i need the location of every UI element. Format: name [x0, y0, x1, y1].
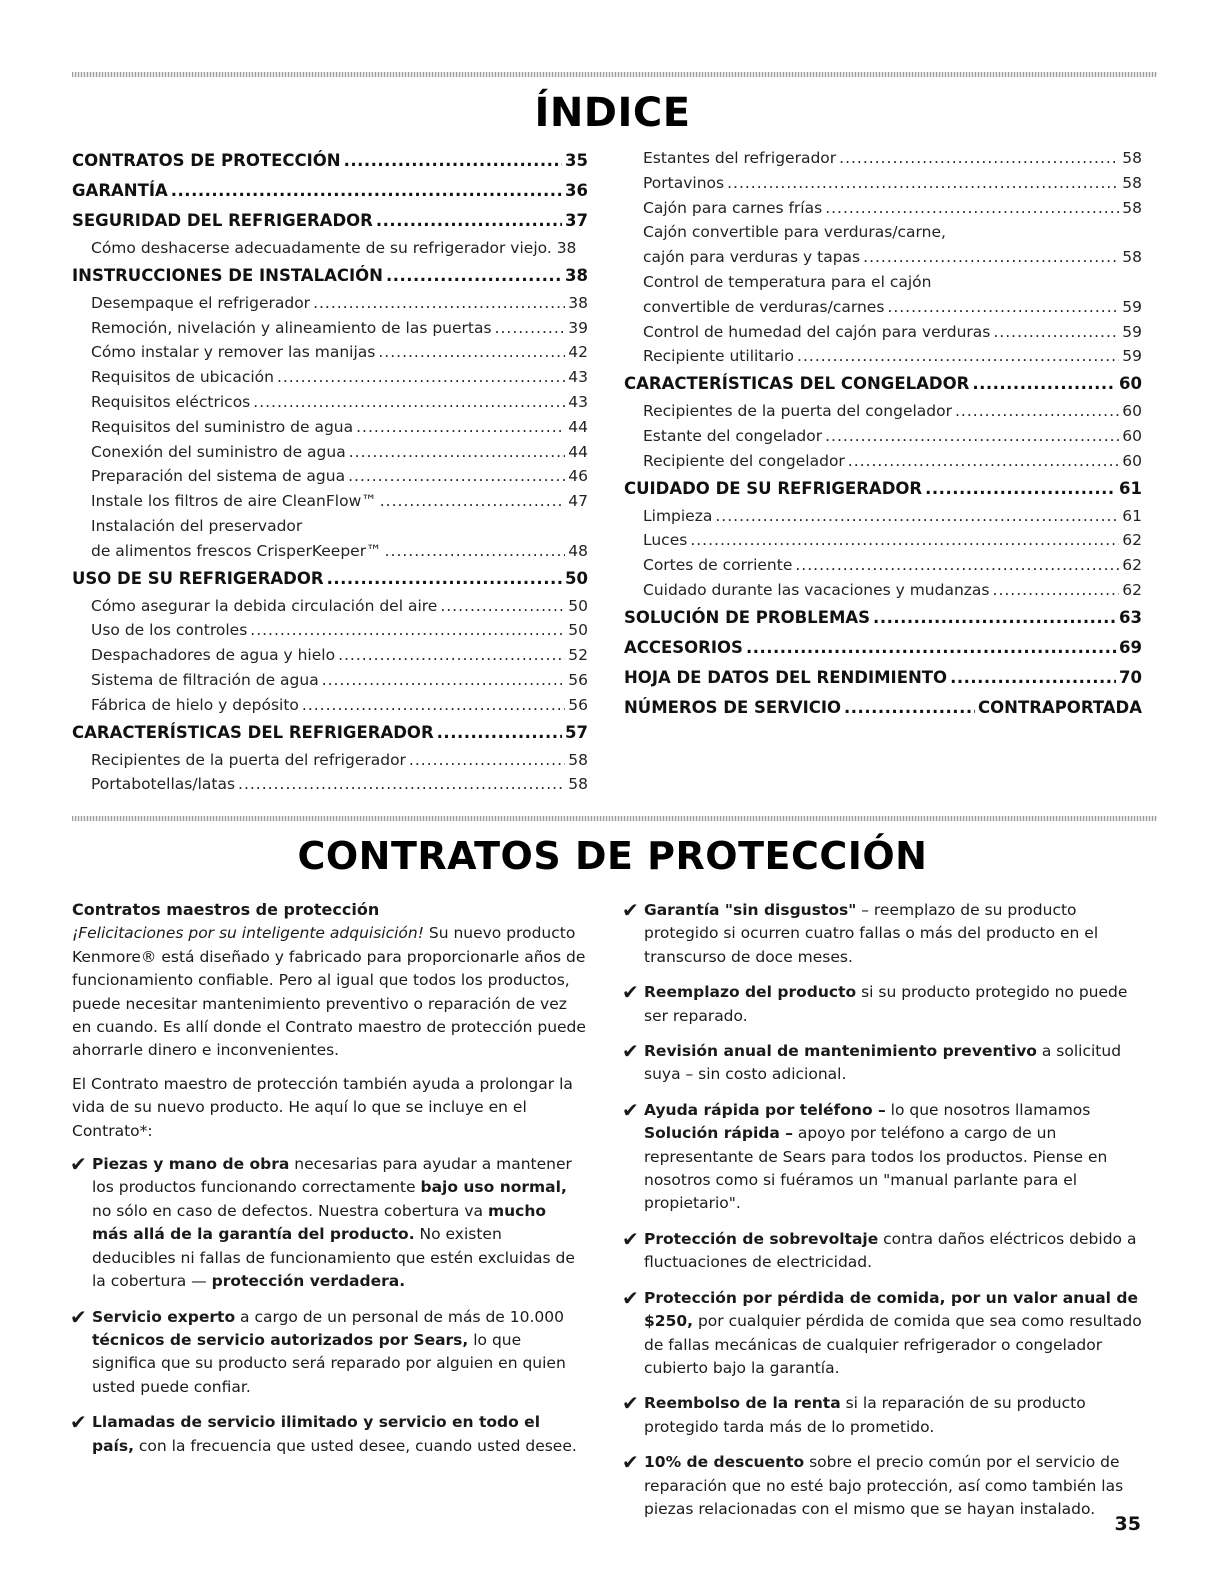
toc-entry — [72, 514, 588, 539]
checkmark-icon: ✔ — [622, 1450, 639, 1475]
toc-leader-dots — [495, 316, 566, 341]
toc-entry — [624, 196, 1142, 221]
toc-entry — [624, 633, 1142, 663]
toc-entry-label: CONTRATOS DE PROTECCIÓN — [72, 151, 341, 170]
intro-italic: ¡Felicitaciones por su inteligente adquisición! — [72, 924, 424, 943]
benefit-highlight: Ayuda rápida por teléfono – — [644, 1100, 886, 1119]
toc-entry-page: 37 — [565, 211, 588, 230]
contracts-title: CONTRATOS DE PROTECCIÓN — [297, 834, 928, 878]
toc-leader-dots — [690, 528, 1119, 553]
toc-entry — [624, 245, 1142, 270]
toc-leader-dots — [322, 668, 566, 693]
toc-leader-dots — [993, 320, 1119, 345]
toc-entry-label: Preparación del sistema de agua — [91, 467, 346, 486]
left-bullet-list — [72, 1153, 586, 1458]
toc-entry-label: Recipiente del congelador — [643, 451, 845, 470]
toc-leader-dots — [344, 146, 562, 176]
toc-entry — [72, 772, 588, 797]
benefit-highlight: Servicio experto — [92, 1307, 236, 1326]
toc-entry-label: Cuidado durante las vacaciones y mudanzas — [643, 580, 990, 599]
toc-entry-page: 58 — [1122, 248, 1142, 267]
page-number: 35 — [1114, 1513, 1141, 1535]
toc-entry — [624, 146, 1142, 171]
contracts-right-column — [624, 899, 1142, 1533]
benefit-text: si la reparación de su producto protegido tarda más de lo prometido. — [644, 1394, 1086, 1436]
toc-entry-label: Recipiente utilitario — [643, 347, 795, 366]
toc-entry-page: 56 — [568, 670, 588, 689]
benefit-text: a cargo de un personal de más de 10.000 — [235, 1307, 565, 1326]
toc-entry-label: Recipientes de la puerta del refrigerador — [91, 750, 406, 769]
contracts-left-column — [72, 898, 586, 1470]
checkmark-icon: ✔ — [622, 1226, 639, 1251]
toc-entry-page: 43 — [568, 392, 588, 411]
benefit-item — [624, 981, 1142, 1028]
toc-entry-label: Control de humedad del cajón para verduras — [643, 322, 991, 341]
toc-entry-page: 58 — [1122, 149, 1142, 167]
toc-entry-label: INSTRUCCIONES DE INSTALACIÓN — [72, 265, 383, 285]
toc-leader-dots — [848, 449, 1119, 474]
toc-leader-dots — [380, 489, 566, 514]
benefit-text: – reemplazo de su producto protegido si ocurren cuatro fallas o más del producto en el transcurso de doce meses. — [644, 901, 1099, 966]
benefit-item — [624, 1099, 1142, 1216]
benefit-highlight: protección verdadera. — [211, 1272, 406, 1291]
checkmark-icon: ✔ — [622, 1039, 639, 1064]
toc-entry-label: convertible de verduras/carnes — [643, 297, 885, 316]
toc-entry-page: 47 — [568, 492, 588, 511]
toc-entry-label: ACCESORIOS — [624, 637, 743, 657]
toc-leader-dots — [440, 594, 565, 619]
benefit-item — [72, 1306, 586, 1400]
toc-entry-page: 58 — [568, 775, 588, 794]
toc-entry-page: 59 — [1122, 347, 1142, 366]
toc-entry-label: Cómo asegurar la debida circulación del aire — [91, 596, 438, 615]
toc-leader-dots — [950, 663, 1116, 693]
toc-entry-page: 39 — [568, 318, 588, 337]
toc-entry-label: cajón para verduras y tapas — [643, 248, 861, 267]
intro-rest: Su nuevo producto Kenmore® está diseñado y fabricado para proporcionarle años de funcionamiento confiable. Pero al igual que todos los productos, puede necesitar mantenimiento preventivo o reparación de vez en cuando. Es allí donde el Contrato maestro de protección puede ahorrarle dinero e inconvenientes. — [72, 924, 586, 1060]
toc-leader-dots — [887, 295, 1119, 320]
toc-entry — [72, 643, 588, 668]
toc-leader-dots — [797, 344, 1119, 369]
toc-entry — [624, 449, 1142, 474]
toc-entry — [72, 291, 588, 316]
toc-entry-page: 59 — [1122, 322, 1142, 341]
toc-entry — [72, 236, 588, 261]
toc-entry-page: 62 — [1122, 531, 1142, 550]
toc-leader-dots — [844, 693, 975, 723]
index-title: ÍNDICE — [534, 90, 691, 136]
benefit-text: a solicitud suya – sin costo adicional. — [644, 1042, 1122, 1084]
toc-entry-page: 60 — [1122, 426, 1142, 445]
toc-entry — [624, 344, 1142, 369]
toc-entry — [624, 693, 1142, 723]
toc-entry — [624, 603, 1142, 633]
contracts-subhead: Contratos maestros de protección — [72, 900, 380, 919]
toc-entry-page: 44 — [568, 417, 588, 436]
benefit-highlight: Garantía "sin disgustos" — [644, 901, 857, 919]
toc-entry-page: 56 — [568, 695, 588, 714]
toc-entry — [72, 390, 588, 415]
toc-entry-label: Estante del congelador — [643, 426, 823, 445]
toc-leader-dots — [349, 440, 566, 465]
toc-entry — [624, 220, 1142, 245]
toc-entry-label: SOLUCIÓN DE PROBLEMAS — [624, 607, 871, 627]
benefit-highlight: Revisión anual de mantenimiento preventivo — [644, 1042, 1037, 1061]
toc-leader-dots — [378, 340, 565, 365]
benefit-item — [624, 1392, 1142, 1439]
benefit-text: sobre el precio común por el servicio de reparación que no esté bajo protección, así como también las piezas relacionadas con el mismo que se hayan instalado. — [644, 1453, 1124, 1518]
toc-entry — [624, 553, 1142, 578]
toc-entry-label: Requisitos del suministro de agua — [91, 417, 354, 436]
benefit-highlight: Solución rápida – — [644, 1124, 793, 1143]
benefit-text: lo que nosotros llamamos — [885, 1100, 1091, 1119]
toc-entry — [624, 474, 1142, 504]
toc-leader-dots — [863, 245, 1119, 270]
toc-entry — [72, 146, 588, 176]
toc-entry-label: CUIDADO DE SU REFRIGERADOR — [624, 478, 923, 498]
benefit-item — [624, 1451, 1142, 1521]
checkmark-icon: ✔ — [622, 1391, 639, 1416]
toc-leader-dots — [277, 365, 565, 390]
toc-leader-dots — [727, 171, 1119, 196]
toc-entry-page: 59 — [1122, 297, 1142, 316]
toc-entry-page: 38 — [568, 293, 588, 312]
toc-entry-page: 58 — [1122, 173, 1142, 192]
toc-entry — [624, 171, 1142, 196]
benefit-text: con la frecuencia que usted desee, cuando usted desee. — [133, 1436, 577, 1455]
toc-entry-page: 43 — [568, 368, 588, 387]
toc-entry — [72, 718, 588, 748]
benefit-highlight: mucho más allá de la garantía del producto. — [92, 1201, 547, 1244]
toc-entry-page: 60 — [1119, 374, 1142, 394]
checkmark-icon: ✔ — [70, 1152, 87, 1177]
benefit-highlight: Piezas y mano de obra — [92, 1155, 290, 1174]
toc-leader-dots — [825, 424, 1119, 449]
toc-leader-dots — [313, 291, 565, 316]
toc-leader-dots — [386, 261, 562, 291]
toc-entry — [624, 320, 1142, 345]
toc-entry-page: 42 — [568, 343, 588, 362]
toc-leader-dots — [238, 772, 565, 797]
benefit-highlight: Reemplazo del producto — [644, 983, 857, 1002]
toc-entry — [72, 693, 588, 718]
toc-entry-label: SEGURIDAD DEL REFRIGERADOR — [72, 211, 373, 230]
toc-entry-label: Estantes del refrigerador — [643, 149, 837, 167]
toc-entry — [624, 528, 1142, 553]
toc-entry-label: Cómo instalar y remover las manijas — [91, 343, 376, 362]
toc-entry-label: Desempaque el refrigerador — [91, 293, 311, 312]
toc-leader-dots — [327, 564, 562, 594]
toc-entry-label: Cortes de corriente — [643, 556, 793, 575]
index-right-column — [624, 146, 1142, 723]
benefit-text: contra daños eléctricos debido a fluctuaciones de electricidad. — [644, 1229, 1137, 1272]
toc-entry-label: Instale los filtros de aire CleanFlow™ — [91, 492, 377, 511]
benefit-item — [624, 899, 1142, 969]
toc-entry-label: NÚMEROS DE SERVICIO — [624, 697, 842, 717]
toc-entry-label: USO DE SU REFRIGERADOR — [72, 568, 324, 588]
benefit-highlight: técnicos de servicio autorizados por Sears, — [92, 1330, 469, 1349]
toc-entry-label: Cómo deshacerse adecuadamente de su refrigerador viejo. 38 — [91, 239, 577, 257]
checkmark-icon: ✔ — [70, 1410, 87, 1435]
toc-entry — [624, 270, 1142, 295]
toc-entry — [72, 748, 588, 773]
toc-leader-dots — [972, 369, 1116, 399]
toc-entry — [72, 539, 588, 564]
toc-leader-dots — [302, 693, 565, 718]
toc-entry-label: Limpieza — [643, 506, 713, 525]
toc-entry-page: 58 — [568, 750, 588, 769]
toc-entry-page: 48 — [568, 541, 588, 560]
toc-leader-dots — [376, 206, 562, 236]
toc-leader-dots — [356, 415, 565, 440]
toc-entry-label: CARACTERÍSTICAS DEL CONGELADOR — [624, 374, 970, 394]
toc-entry-label: Luces — [643, 531, 688, 550]
index-left-column — [72, 146, 588, 797]
benefit-text: No existen deducibles ni fallas de funcionamiento que estén excluidas de la cobertura — — [92, 1225, 575, 1291]
benefit-text: necesarias para ayudar a mantener los productos funcionando correctamente — [92, 1155, 572, 1197]
toc-leader-dots — [253, 390, 565, 415]
benefit-item — [624, 1228, 1142, 1275]
benefit-item — [624, 1287, 1142, 1381]
toc-entry-label: Sistema de filtración de agua — [91, 670, 319, 689]
toc-entry — [624, 578, 1142, 603]
checkmark-icon: ✔ — [622, 1285, 639, 1310]
toc-entry — [72, 316, 588, 341]
paragraph-2: El Contrato maestro de protección también ayuda a prolongar la vida de su nuevo producto. He aquí lo que se incluye en el Contrato*: — [72, 1074, 573, 1140]
toc-entry-label: Cajón convertible para verduras/carne, — [643, 223, 946, 242]
top-divider — [72, 72, 1157, 77]
checkmark-icon: ✔ — [70, 1304, 87, 1329]
toc-entry — [624, 424, 1142, 449]
toc-leader-dots — [746, 633, 1116, 663]
toc-entry-page: 60 — [1122, 451, 1142, 470]
toc-entry-page: 61 — [1122, 506, 1142, 525]
toc-entry-label: Despachadores de agua y hielo — [91, 646, 336, 665]
toc-entry-page: 62 — [1122, 556, 1142, 575]
toc-leader-dots — [715, 504, 1119, 529]
toc-entry-page: 36 — [565, 181, 588, 200]
toc-entry — [72, 668, 588, 693]
toc-entry-label: CARACTERÍSTICAS DEL REFRIGERADOR — [72, 722, 434, 742]
toc-entry — [72, 594, 588, 619]
toc-entry-page: 44 — [568, 442, 588, 461]
toc-entry-label: Instalación del preservador — [91, 516, 303, 535]
toc-leader-dots — [338, 643, 565, 668]
benefit-text: apoyo por teléfono a cargo de un representante de Sears para todos los productos. Piense en nosotros como si fuéramos un "manual parlante para el propietario". — [644, 1124, 1108, 1213]
middle-divider — [72, 816, 1157, 821]
toc-entry-label: Recipientes de la puerta del congelador — [643, 402, 952, 421]
benefit-text: lo que significa que su producto será reparado por alguien en quien usted puede confiar. — [92, 1330, 566, 1396]
toc-entry-page: 69 — [1119, 637, 1142, 657]
toc-leader-dots — [795, 553, 1119, 578]
benefit-item — [624, 1040, 1142, 1087]
toc-entry-page: 46 — [568, 467, 588, 486]
checkmark-icon: ✔ — [622, 1097, 639, 1122]
toc-entry-page: 60 — [1122, 402, 1142, 421]
toc-entry — [624, 369, 1142, 399]
toc-entry — [72, 415, 588, 440]
toc-entry — [72, 464, 588, 489]
benefit-text: si su producto protegido no puede ser reparado. — [644, 983, 1128, 1025]
toc-entry-label: Portavinos — [643, 173, 725, 192]
toc-entry — [72, 618, 588, 643]
benefit-highlight: Llamadas de servicio ilimitado y servicio en todo el país, — [92, 1413, 541, 1455]
toc-entry-label: Portabotellas/latas — [91, 775, 236, 794]
toc-entry-page: 35 — [565, 151, 588, 170]
toc-entry — [624, 399, 1142, 424]
toc-entry-label: Uso de los controles — [91, 621, 248, 640]
toc-leader-dots — [955, 399, 1119, 424]
toc-entry-label: Control de temperatura para el cajón — [643, 272, 932, 291]
checkmark-icon: ✔ — [622, 980, 639, 1005]
toc-entry-page: 62 — [1122, 580, 1142, 599]
toc-leader-dots — [839, 146, 1119, 171]
benefit-item — [72, 1153, 586, 1293]
toc-entry — [72, 365, 588, 390]
benefit-text: no sólo en caso de defectos. Nuestra cobertura va — [92, 1201, 488, 1220]
benefit-highlight: 10% de descuento — [644, 1453, 805, 1472]
toc-leader-dots — [993, 578, 1120, 603]
toc-entry-label: Conexión del suministro de agua — [91, 442, 346, 461]
right-bullet-list — [624, 899, 1142, 1521]
toc-entry-label: Remoción, nivelación y alineamiento de las puertas — [91, 318, 492, 337]
intro-paragraph — [72, 922, 586, 1062]
toc-entry-page: 61 — [1119, 478, 1142, 498]
toc-entry-label: Requisitos eléctricos — [91, 392, 251, 411]
toc-entry-page: 57 — [565, 722, 588, 742]
toc-entry — [72, 206, 588, 236]
toc-entry-page: 38 — [565, 265, 588, 285]
toc-leader-dots — [171, 176, 562, 206]
toc-entry-label: de alimentos frescos CrisperKeeper™ — [91, 541, 382, 560]
toc-entry-page: 50 — [568, 621, 588, 640]
toc-entry-page: CONTRAPORTADA — [978, 697, 1142, 717]
toc-entry-label: Fábrica de hielo y depósito — [91, 695, 299, 714]
toc-entry — [72, 564, 588, 594]
toc-leader-dots — [925, 474, 1116, 504]
toc-leader-dots — [437, 718, 562, 748]
benefit-text: por cualquier pérdida de comida que sea como resultado de fallas mecánicas de cualquier refrigerador o congelador cubierto bajo la garantía. — [644, 1312, 1142, 1377]
toc-entry-label: Cajón para carnes frías — [643, 198, 823, 217]
benefit-item — [72, 1411, 586, 1458]
toc-entry — [624, 295, 1142, 320]
benefit-highlight: Reembolso de la renta — [644, 1394, 841, 1413]
toc-leader-dots — [873, 603, 1116, 633]
toc-entry — [72, 440, 588, 465]
toc-entry-page: 50 — [565, 568, 588, 588]
benefit-highlight: Protección por pérdida de comida, por un valor anual de $250, — [644, 1288, 1139, 1331]
toc-entry-label: Requisitos de ubicación — [91, 368, 274, 387]
toc-entry — [72, 340, 588, 365]
toc-entry — [72, 489, 588, 514]
toc-entry — [624, 663, 1142, 693]
toc-leader-dots — [348, 464, 565, 489]
toc-entry-page: 63 — [1119, 607, 1142, 627]
toc-entry — [72, 176, 588, 206]
toc-leader-dots — [385, 539, 566, 564]
toc-entry — [72, 261, 588, 291]
toc-leader-dots — [825, 196, 1119, 221]
benefit-highlight: bajo uso normal, — [420, 1178, 567, 1197]
toc-entry-label: GARANTÍA — [72, 181, 168, 200]
toc-entry-page: 50 — [568, 596, 588, 615]
toc-leader-dots — [409, 748, 565, 773]
toc-entry-page: 52 — [568, 646, 588, 665]
toc-leader-dots — [250, 618, 565, 643]
checkmark-icon: ✔ — [622, 898, 639, 922]
toc-entry-label: HOJA DE DATOS DEL RENDIMIENTO — [624, 667, 948, 687]
benefit-highlight: Protección de sobrevoltaje — [644, 1229, 879, 1248]
toc-entry-page: 70 — [1119, 667, 1142, 687]
toc-entry-page: 58 — [1122, 198, 1142, 217]
toc-entry — [624, 504, 1142, 529]
